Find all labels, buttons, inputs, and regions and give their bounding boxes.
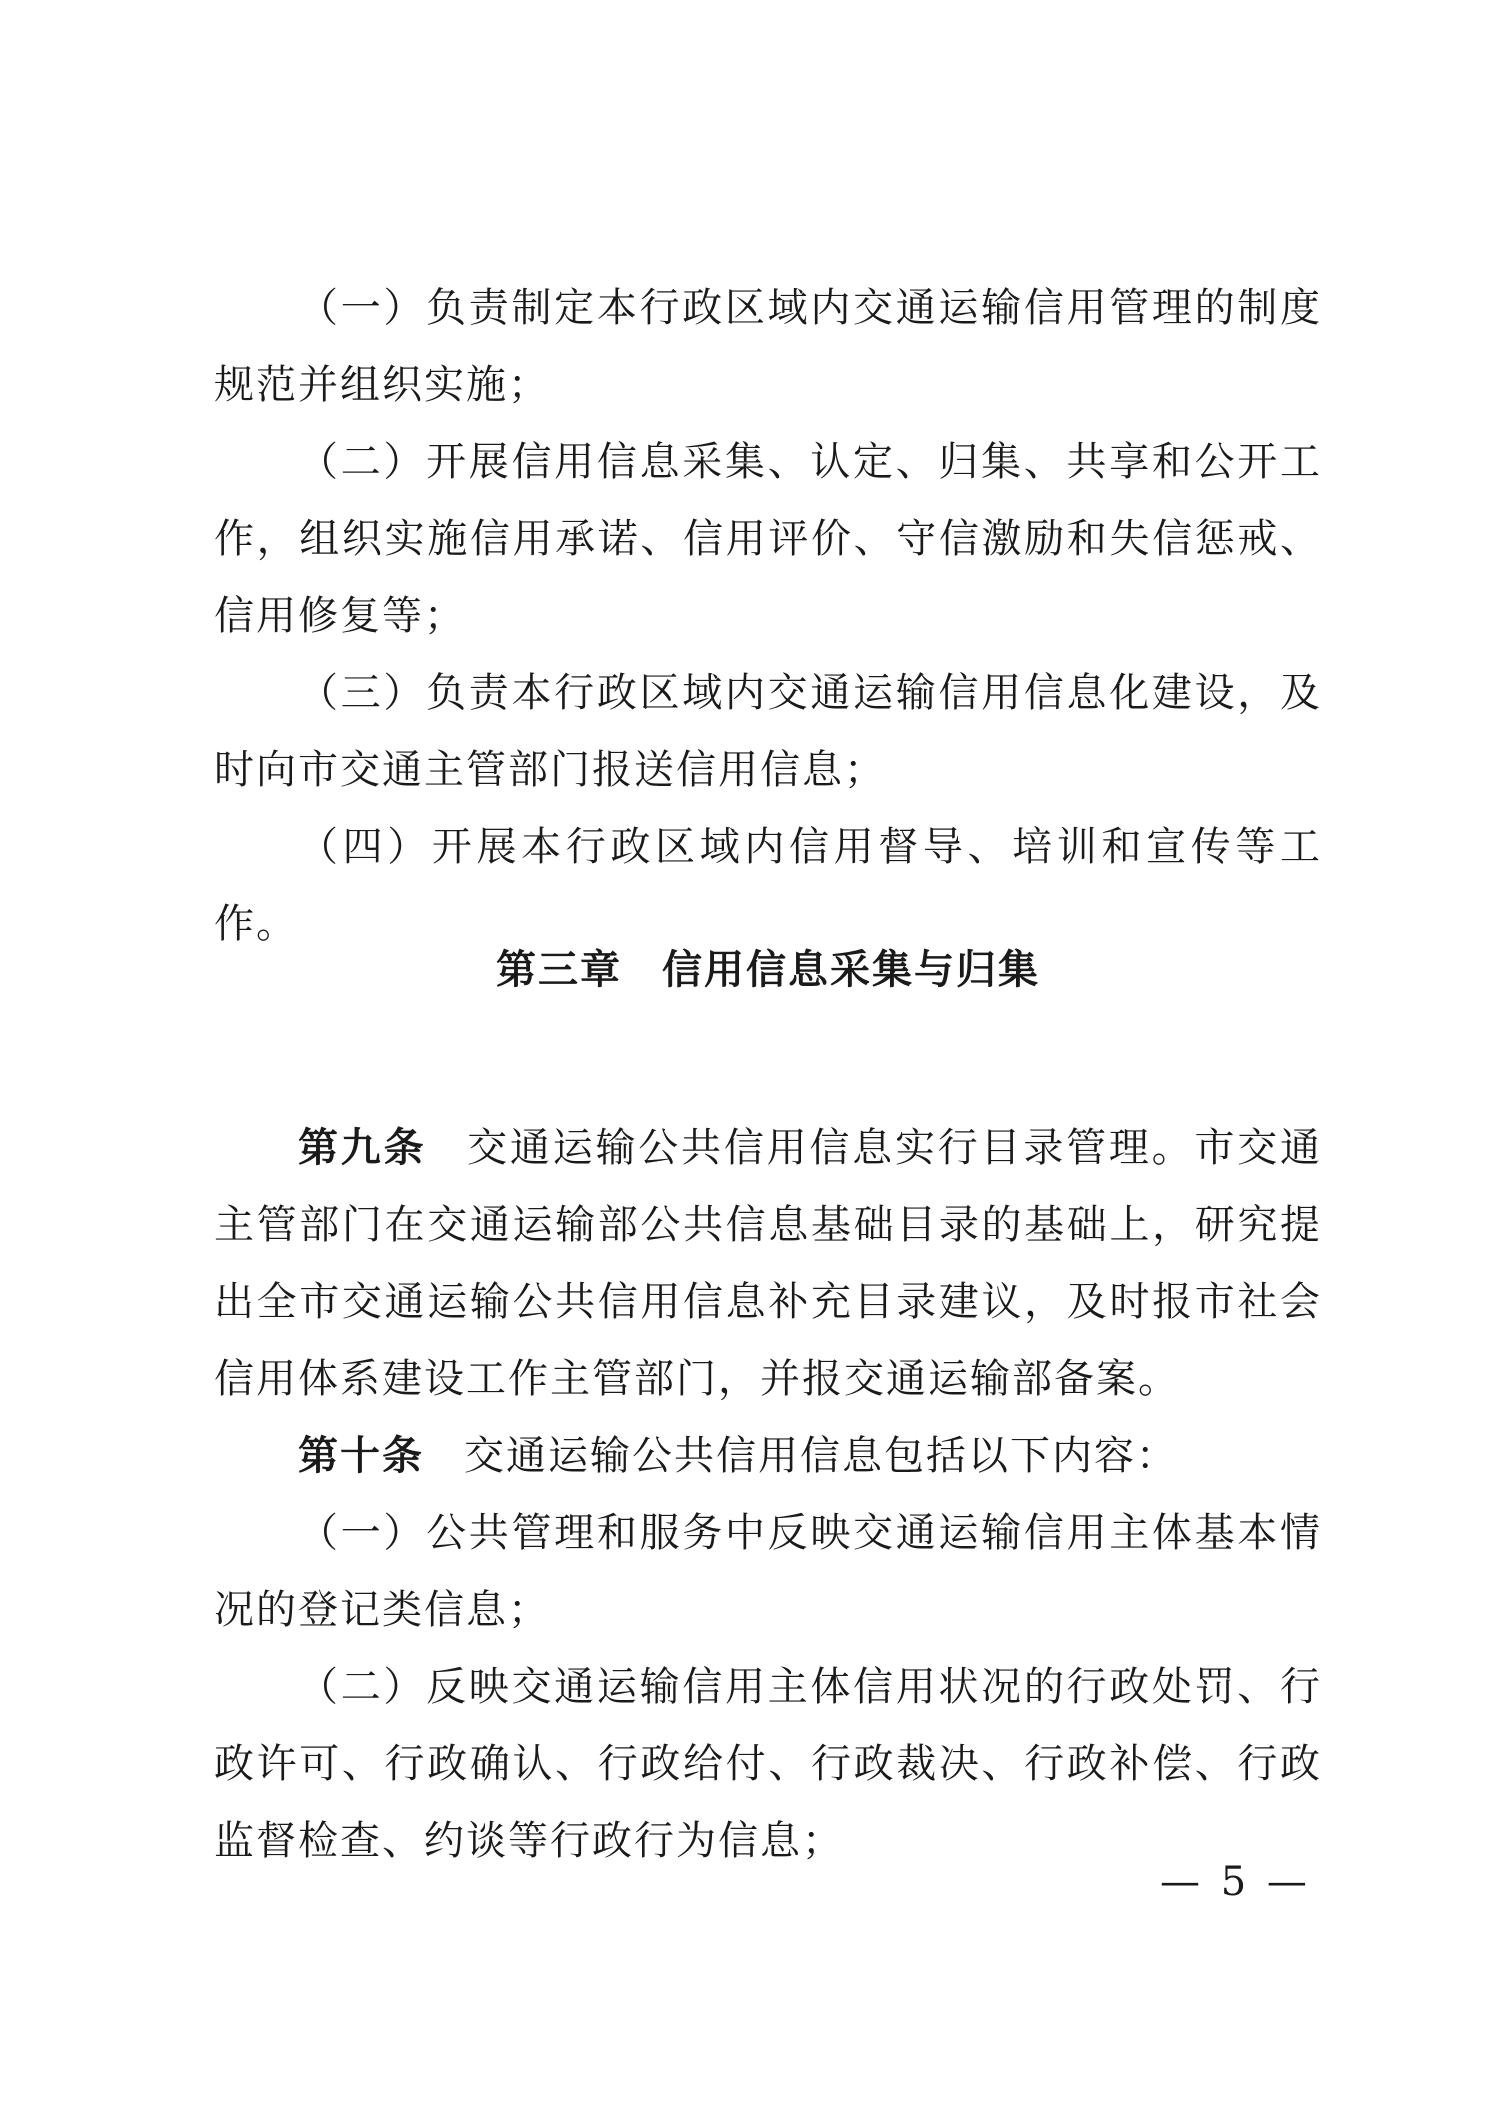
paragraph-duty-1: （一）负责制定本行政区域内交通运输信用管理的制度规范并组织实施； [214,285,1322,408]
paragraph-duty-4: （四）开展本行政区域内信用督导、培训和宣传等工作。 [214,824,1322,947]
paragraph-duty-3: （三）负责本行政区域内交通运输信用信息化建设，及时向市交通主管部门报送信用信息； [214,670,1322,793]
chapter-heading [214,940,1322,1000]
page-number: — 5 — [1160,1859,1311,1905]
article-10-item-2: （二）反映交通运输信用主体信用状况的行政处罚、行政许可、行政确认、行政给付、行政裁决、行政补偿、行政监督检查、约谈等行政行为信息； [214,1664,1322,1864]
article-9 [214,1110,1322,1418]
chapter-number: 第三章 [496,947,622,993]
article-10 [214,1418,1322,1495]
article-10-item-1: （一）公共管理和服务中反映交通运输信用主体基本情况的登记类信息； [214,1510,1322,1633]
article-10-label: 第十条 [298,1433,424,1479]
article-9-text: 交通运输公共信用信息实行目录管理。市交通主管部门在交通运输部公共信息基础目录的基础上，研究提出全市交通运输公共信用信息补充目录建议，及时报市社会信用体系建设工作主管部门，并报交通运输部备案。 [214,1125,1323,1402]
article-9-label: 第九条 [298,1125,427,1171]
chapter-title: 信用信息采集与归集 [662,947,1040,993]
paragraph-duty-2: （二）开展信用信息采集、认定、归集、共享和公开工作，组织实施信用承诺、信用评价、守信激励和失信惩戒、信用修复等； [214,439,1322,639]
article-10-text: 交通运输公共信用信息包括以下内容： [464,1433,1178,1479]
